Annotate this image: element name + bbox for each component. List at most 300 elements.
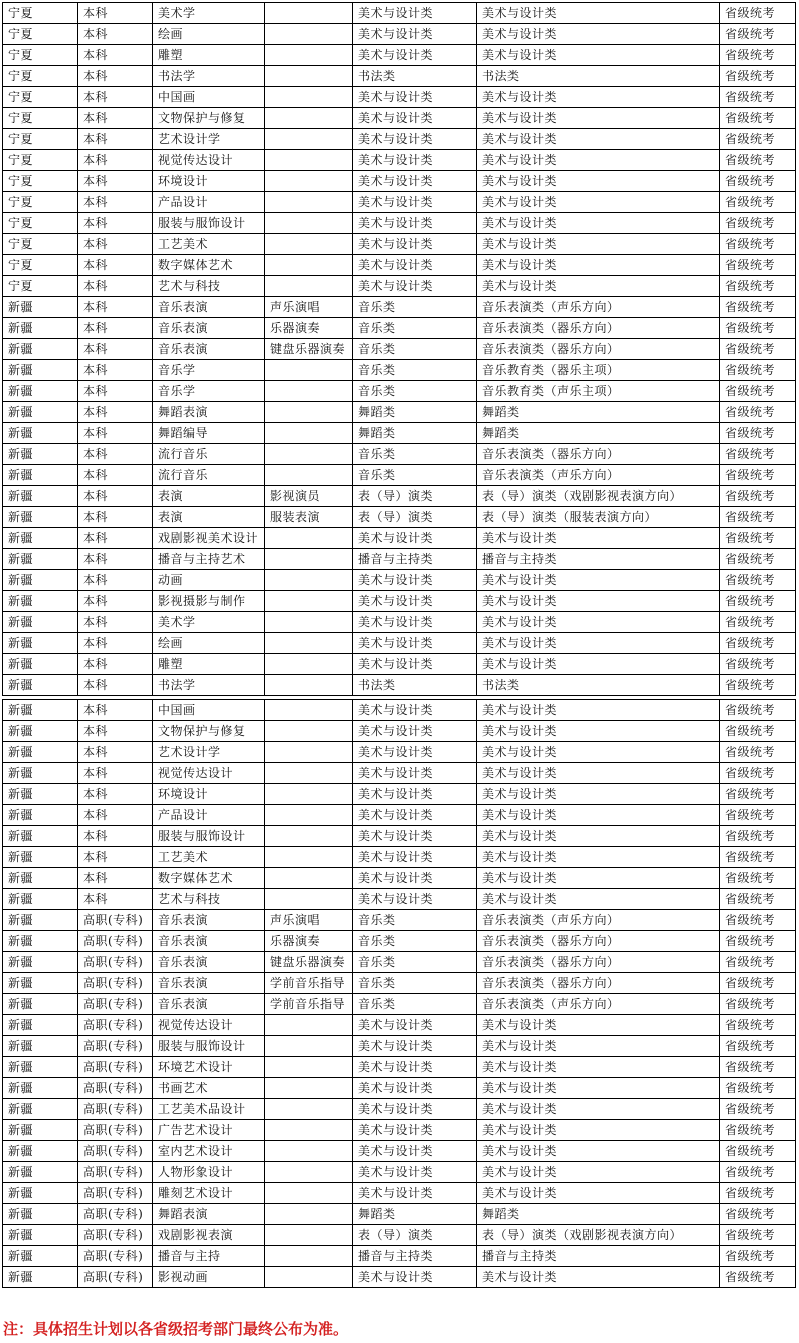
province-cell: 宁夏	[3, 255, 78, 276]
exam-type-cell: 美术与设计类	[477, 1099, 720, 1120]
exam-mode-cell: 省级统考	[720, 1099, 796, 1120]
exam-type-cell: 音乐表演类（器乐方向）	[477, 952, 720, 973]
major-cell: 工艺美术	[153, 847, 265, 868]
exam-mode-cell: 省级统考	[720, 192, 796, 213]
exam-type-cell: 美术与设计类	[477, 213, 720, 234]
direction-cell	[265, 549, 353, 570]
province-cell: 宁夏	[3, 213, 78, 234]
major-cell: 艺术与科技	[153, 276, 265, 297]
direction-cell: 键盘乐器演奏	[265, 339, 353, 360]
direction-cell	[265, 129, 353, 150]
exam-mode-cell: 省级统考	[720, 826, 796, 847]
direction-cell: 服装表演	[265, 507, 353, 528]
direction-cell	[265, 591, 353, 612]
category-cell: 舞蹈类	[353, 402, 477, 423]
level-cell: 本科	[78, 805, 153, 826]
province-cell: 新疆	[3, 423, 78, 444]
category-cell: 美术与设计类	[353, 784, 477, 805]
level-cell: 本科	[78, 45, 153, 66]
province-cell: 新疆	[3, 1162, 78, 1183]
province-cell: 新疆	[3, 402, 78, 423]
direction-cell	[265, 255, 353, 276]
exam-mode-cell: 省级统考	[720, 444, 796, 465]
exam-type-cell: 音乐表演类（器乐方向）	[477, 931, 720, 952]
table-row	[3, 1057, 796, 1078]
table-body	[3, 3, 796, 1288]
exam-mode-cell: 省级统考	[720, 570, 796, 591]
exam-mode-cell: 省级统考	[720, 591, 796, 612]
major-cell: 广告艺术设计	[153, 1120, 265, 1141]
exam-type-cell: 美术与设计类	[477, 1036, 720, 1057]
province-cell: 新疆	[3, 1036, 78, 1057]
exam-type-cell: 音乐表演类（声乐方向）	[477, 910, 720, 931]
level-cell: 本科	[78, 150, 153, 171]
category-cell: 美术与设计类	[353, 1078, 477, 1099]
direction-cell	[265, 444, 353, 465]
exam-mode-cell: 省级统考	[720, 486, 796, 507]
category-cell: 美术与设计类	[353, 3, 477, 24]
exam-type-cell: 美术与设计类	[477, 3, 720, 24]
table-row	[3, 150, 796, 171]
direction-cell	[265, 763, 353, 784]
exam-mode-cell: 省级统考	[720, 549, 796, 570]
province-cell: 宁夏	[3, 108, 78, 129]
major-cell: 戏剧影视表演	[153, 1225, 265, 1246]
level-cell: 本科	[78, 66, 153, 87]
province-cell: 宁夏	[3, 129, 78, 150]
table-row	[3, 486, 796, 507]
province-cell: 新疆	[3, 381, 78, 402]
exam-type-cell: 美术与设计类	[477, 1267, 720, 1288]
category-cell: 美术与设计类	[353, 192, 477, 213]
table-row	[3, 952, 796, 973]
major-cell: 美术学	[153, 3, 265, 24]
exam-type-cell: 音乐教育类（器乐主项）	[477, 360, 720, 381]
category-cell: 美术与设计类	[353, 255, 477, 276]
table-row	[3, 234, 796, 255]
level-cell: 本科	[78, 423, 153, 444]
level-cell: 本科	[78, 465, 153, 486]
exam-mode-cell: 省级统考	[720, 276, 796, 297]
direction-cell	[265, 633, 353, 654]
exam-type-cell: 舞蹈类	[477, 402, 720, 423]
exam-type-cell: 音乐表演类（器乐方向）	[477, 318, 720, 339]
table-row	[3, 255, 796, 276]
exam-mode-cell: 省级统考	[720, 87, 796, 108]
level-cell: 高职(专科)	[78, 1015, 153, 1036]
exam-type-cell: 美术与设计类	[477, 1078, 720, 1099]
level-cell: 本科	[78, 339, 153, 360]
direction-cell	[265, 108, 353, 129]
province-cell: 新疆	[3, 784, 78, 805]
level-cell: 本科	[78, 826, 153, 847]
table-row	[3, 381, 796, 402]
table-row	[3, 1225, 796, 1246]
category-cell: 美术与设计类	[353, 1267, 477, 1288]
exam-mode-cell: 省级统考	[720, 994, 796, 1015]
exam-type-cell: 美术与设计类	[477, 150, 720, 171]
table-row	[3, 1162, 796, 1183]
direction-cell	[265, 192, 353, 213]
direction-cell	[265, 402, 353, 423]
exam-mode-cell: 省级统考	[720, 742, 796, 763]
level-cell: 本科	[78, 675, 153, 696]
level-cell: 高职(专科)	[78, 994, 153, 1015]
major-cell: 音乐学	[153, 360, 265, 381]
exam-mode-cell: 省级统考	[720, 1225, 796, 1246]
admissions-table	[2, 2, 796, 1288]
exam-mode-cell: 省级统考	[720, 66, 796, 87]
table-row	[3, 171, 796, 192]
exam-mode-cell: 省级统考	[720, 910, 796, 931]
category-cell: 美术与设计类	[353, 1036, 477, 1057]
province-cell: 宁夏	[3, 66, 78, 87]
major-cell: 文物保护与修复	[153, 721, 265, 742]
footer-note: 注：具体招生计划以各省级招考部门最终公布为准。	[3, 1320, 349, 1338]
province-cell: 新疆	[3, 528, 78, 549]
direction-cell	[265, 1204, 353, 1225]
exam-mode-cell: 省级统考	[720, 784, 796, 805]
major-cell: 书法学	[153, 66, 265, 87]
level-cell: 本科	[78, 612, 153, 633]
major-cell: 美术学	[153, 612, 265, 633]
direction-cell	[265, 234, 353, 255]
exam-mode-cell: 省级统考	[720, 973, 796, 994]
level-cell: 高职(专科)	[78, 1183, 153, 1204]
major-cell: 室内艺术设计	[153, 1141, 265, 1162]
province-cell: 新疆	[3, 1120, 78, 1141]
category-cell: 美术与设计类	[353, 633, 477, 654]
exam-type-cell: 美术与设计类	[477, 192, 720, 213]
level-cell: 本科	[78, 486, 153, 507]
province-cell: 宁夏	[3, 87, 78, 108]
table-row	[3, 700, 796, 721]
direction-cell	[265, 1162, 353, 1183]
level-cell: 高职(专科)	[78, 1162, 153, 1183]
level-cell: 本科	[78, 381, 153, 402]
province-cell: 宁夏	[3, 45, 78, 66]
province-cell: 新疆	[3, 612, 78, 633]
exam-type-cell: 美术与设计类	[477, 700, 720, 721]
table-row	[3, 931, 796, 952]
exam-mode-cell: 省级统考	[720, 45, 796, 66]
direction-cell	[265, 889, 353, 910]
major-cell: 播音与主持	[153, 1246, 265, 1267]
exam-mode-cell: 省级统考	[720, 1036, 796, 1057]
level-cell: 本科	[78, 297, 153, 318]
table-row	[3, 1120, 796, 1141]
exam-mode-cell: 省级统考	[720, 423, 796, 444]
province-cell: 新疆	[3, 952, 78, 973]
exam-mode-cell: 省级统考	[720, 633, 796, 654]
major-cell: 产品设计	[153, 192, 265, 213]
direction-cell	[265, 1099, 353, 1120]
major-cell: 音乐表演	[153, 931, 265, 952]
category-cell: 书法类	[353, 675, 477, 696]
major-cell: 音乐表演	[153, 952, 265, 973]
direction-cell: 声乐演唱	[265, 910, 353, 931]
exam-type-cell: 美术与设计类	[477, 24, 720, 45]
table-row	[3, 1183, 796, 1204]
table-row	[3, 1078, 796, 1099]
table-row	[3, 108, 796, 129]
table-row	[3, 297, 796, 318]
exam-type-cell: 美术与设计类	[477, 654, 720, 675]
major-cell: 影视摄影与制作	[153, 591, 265, 612]
level-cell: 高职(专科)	[78, 1141, 153, 1162]
major-cell: 绘画	[153, 24, 265, 45]
exam-mode-cell: 省级统考	[720, 763, 796, 784]
exam-mode-cell: 省级统考	[720, 654, 796, 675]
table-row	[3, 360, 796, 381]
exam-type-cell: 美术与设计类	[477, 1141, 720, 1162]
exam-mode-cell: 省级统考	[720, 318, 796, 339]
table-row	[3, 570, 796, 591]
exam-mode-cell: 省级统考	[720, 213, 796, 234]
category-cell: 美术与设计类	[353, 87, 477, 108]
province-cell: 新疆	[3, 973, 78, 994]
direction-cell: 键盘乐器演奏	[265, 952, 353, 973]
major-cell: 视觉传达设计	[153, 150, 265, 171]
direction-cell	[265, 171, 353, 192]
direction-cell	[265, 654, 353, 675]
direction-cell: 乐器演奏	[265, 931, 353, 952]
level-cell: 本科	[78, 24, 153, 45]
category-cell: 美术与设计类	[353, 24, 477, 45]
table-row	[3, 1246, 796, 1267]
level-cell: 高职(专科)	[78, 1099, 153, 1120]
level-cell: 本科	[78, 549, 153, 570]
major-cell: 影视动画	[153, 1267, 265, 1288]
category-cell: 音乐类	[353, 994, 477, 1015]
province-cell: 新疆	[3, 847, 78, 868]
exam-type-cell: 美术与设计类	[477, 633, 720, 654]
category-cell: 美术与设计类	[353, 1120, 477, 1141]
province-cell: 宁夏	[3, 234, 78, 255]
province-cell: 新疆	[3, 1141, 78, 1162]
category-cell: 美术与设计类	[353, 721, 477, 742]
table-row	[3, 889, 796, 910]
level-cell: 本科	[78, 234, 153, 255]
major-cell: 文物保护与修复	[153, 108, 265, 129]
category-cell: 美术与设计类	[353, 1141, 477, 1162]
category-cell: 书法类	[353, 66, 477, 87]
province-cell: 新疆	[3, 1225, 78, 1246]
level-cell: 本科	[78, 507, 153, 528]
direction-cell	[265, 66, 353, 87]
direction-cell	[265, 805, 353, 826]
province-cell: 新疆	[3, 1246, 78, 1267]
exam-mode-cell: 省级统考	[720, 129, 796, 150]
direction-cell	[265, 675, 353, 696]
level-cell: 本科	[78, 192, 153, 213]
table-row	[3, 87, 796, 108]
level-cell: 本科	[78, 847, 153, 868]
province-cell: 新疆	[3, 1099, 78, 1120]
table-row	[3, 1036, 796, 1057]
exam-mode-cell: 省级统考	[720, 255, 796, 276]
major-cell: 视觉传达设计	[153, 763, 265, 784]
category-cell: 美术与设计类	[353, 889, 477, 910]
province-cell: 新疆	[3, 763, 78, 784]
direction-cell: 声乐演唱	[265, 297, 353, 318]
category-cell: 美术与设计类	[353, 1162, 477, 1183]
direction-cell	[265, 700, 353, 721]
level-cell: 本科	[78, 784, 153, 805]
exam-type-cell: 表（导）演类（戏剧影视表演方向）	[477, 1225, 720, 1246]
exam-type-cell: 美术与设计类	[477, 889, 720, 910]
province-cell: 新疆	[3, 570, 78, 591]
table-row	[3, 276, 796, 297]
province-cell: 新疆	[3, 931, 78, 952]
direction-cell	[265, 1120, 353, 1141]
table-row	[3, 1015, 796, 1036]
province-cell: 新疆	[3, 591, 78, 612]
province-cell: 新疆	[3, 1204, 78, 1225]
exam-mode-cell: 省级统考	[720, 721, 796, 742]
exam-type-cell: 音乐表演类（器乐方向）	[477, 973, 720, 994]
category-cell: 音乐类	[353, 339, 477, 360]
province-cell: 新疆	[3, 633, 78, 654]
table-row	[3, 868, 796, 889]
category-cell: 舞蹈类	[353, 1204, 477, 1225]
table-row	[3, 784, 796, 805]
category-cell: 播音与主持类	[353, 1246, 477, 1267]
exam-type-cell: 美术与设计类	[477, 1057, 720, 1078]
province-cell: 新疆	[3, 318, 78, 339]
exam-mode-cell: 省级统考	[720, 1015, 796, 1036]
exam-type-cell: 美术与设计类	[477, 129, 720, 150]
direction-cell	[265, 868, 353, 889]
major-cell: 表演	[153, 486, 265, 507]
level-cell: 本科	[78, 654, 153, 675]
exam-mode-cell: 省级统考	[720, 952, 796, 973]
table-row	[3, 423, 796, 444]
exam-type-cell: 美术与设计类	[477, 591, 720, 612]
category-cell: 美术与设计类	[353, 570, 477, 591]
exam-mode-cell: 省级统考	[720, 528, 796, 549]
direction-cell	[265, 528, 353, 549]
table-row	[3, 339, 796, 360]
level-cell: 本科	[78, 255, 153, 276]
direction-cell	[265, 465, 353, 486]
exam-mode-cell: 省级统考	[720, 3, 796, 24]
major-cell: 流行音乐	[153, 444, 265, 465]
category-cell: 美术与设计类	[353, 129, 477, 150]
level-cell: 本科	[78, 721, 153, 742]
direction-cell	[265, 87, 353, 108]
major-cell: 数字媒体艺术	[153, 868, 265, 889]
province-cell: 新疆	[3, 444, 78, 465]
level-cell: 高职(专科)	[78, 931, 153, 952]
level-cell: 本科	[78, 129, 153, 150]
category-cell: 音乐类	[353, 381, 477, 402]
exam-mode-cell: 省级统考	[720, 1246, 796, 1267]
category-cell: 音乐类	[353, 952, 477, 973]
level-cell: 本科	[78, 591, 153, 612]
direction-cell	[265, 3, 353, 24]
exam-type-cell: 美术与设计类	[477, 171, 720, 192]
province-cell: 新疆	[3, 465, 78, 486]
exam-type-cell: 美术与设计类	[477, 570, 720, 591]
exam-mode-cell: 省级统考	[720, 1183, 796, 1204]
table-row	[3, 45, 796, 66]
level-cell: 本科	[78, 889, 153, 910]
category-cell: 美术与设计类	[353, 1099, 477, 1120]
exam-type-cell: 美术与设计类	[477, 742, 720, 763]
exam-type-cell: 美术与设计类	[477, 826, 720, 847]
exam-type-cell: 美术与设计类	[477, 1183, 720, 1204]
major-cell: 人物形象设计	[153, 1162, 265, 1183]
category-cell: 音乐类	[353, 297, 477, 318]
level-cell: 本科	[78, 213, 153, 234]
exam-type-cell: 美术与设计类	[477, 721, 720, 742]
exam-mode-cell: 省级统考	[720, 1120, 796, 1141]
table-row	[3, 318, 796, 339]
exam-mode-cell: 省级统考	[720, 381, 796, 402]
direction-cell	[265, 1015, 353, 1036]
exam-mode-cell: 省级统考	[720, 150, 796, 171]
exam-type-cell: 音乐教育类（声乐主项）	[477, 381, 720, 402]
direction-cell	[265, 150, 353, 171]
level-cell: 高职(专科)	[78, 1036, 153, 1057]
table-row	[3, 654, 796, 675]
category-cell: 美术与设计类	[353, 108, 477, 129]
exam-mode-cell: 省级统考	[720, 402, 796, 423]
direction-cell	[265, 721, 353, 742]
major-cell: 音乐表演	[153, 297, 265, 318]
table-row	[3, 612, 796, 633]
category-cell: 音乐类	[353, 318, 477, 339]
major-cell: 数字媒体艺术	[153, 255, 265, 276]
direction-cell	[265, 847, 353, 868]
direction-cell	[265, 423, 353, 444]
level-cell: 本科	[78, 360, 153, 381]
direction-cell	[265, 1246, 353, 1267]
level-cell: 高职(专科)	[78, 1267, 153, 1288]
exam-type-cell: 播音与主持类	[477, 1246, 720, 1267]
province-cell: 新疆	[3, 721, 78, 742]
major-cell: 雕塑	[153, 45, 265, 66]
table-row	[3, 591, 796, 612]
direction-cell	[265, 1183, 353, 1204]
category-cell: 音乐类	[353, 360, 477, 381]
major-cell: 舞蹈表演	[153, 1204, 265, 1225]
exam-type-cell: 美术与设计类	[477, 805, 720, 826]
direction-cell: 乐器演奏	[265, 318, 353, 339]
category-cell: 美术与设计类	[353, 1015, 477, 1036]
major-cell: 服装与服饰设计	[153, 213, 265, 234]
table-row	[3, 528, 796, 549]
table-row	[3, 549, 796, 570]
table-row	[3, 3, 796, 24]
province-cell: 新疆	[3, 889, 78, 910]
exam-type-cell: 音乐表演类（器乐方向）	[477, 339, 720, 360]
level-cell: 本科	[78, 742, 153, 763]
exam-mode-cell: 省级统考	[720, 1204, 796, 1225]
major-cell: 雕刻艺术设计	[153, 1183, 265, 1204]
major-cell: 工艺美术	[153, 234, 265, 255]
table-row	[3, 444, 796, 465]
level-cell: 高职(专科)	[78, 952, 153, 973]
major-cell: 书法学	[153, 675, 265, 696]
exam-mode-cell: 省级统考	[720, 1267, 796, 1288]
exam-type-cell: 美术与设计类	[477, 763, 720, 784]
province-cell: 宁夏	[3, 150, 78, 171]
direction-cell: 影视演员	[265, 486, 353, 507]
exam-type-cell: 美术与设计类	[477, 784, 720, 805]
direction-cell	[265, 1036, 353, 1057]
